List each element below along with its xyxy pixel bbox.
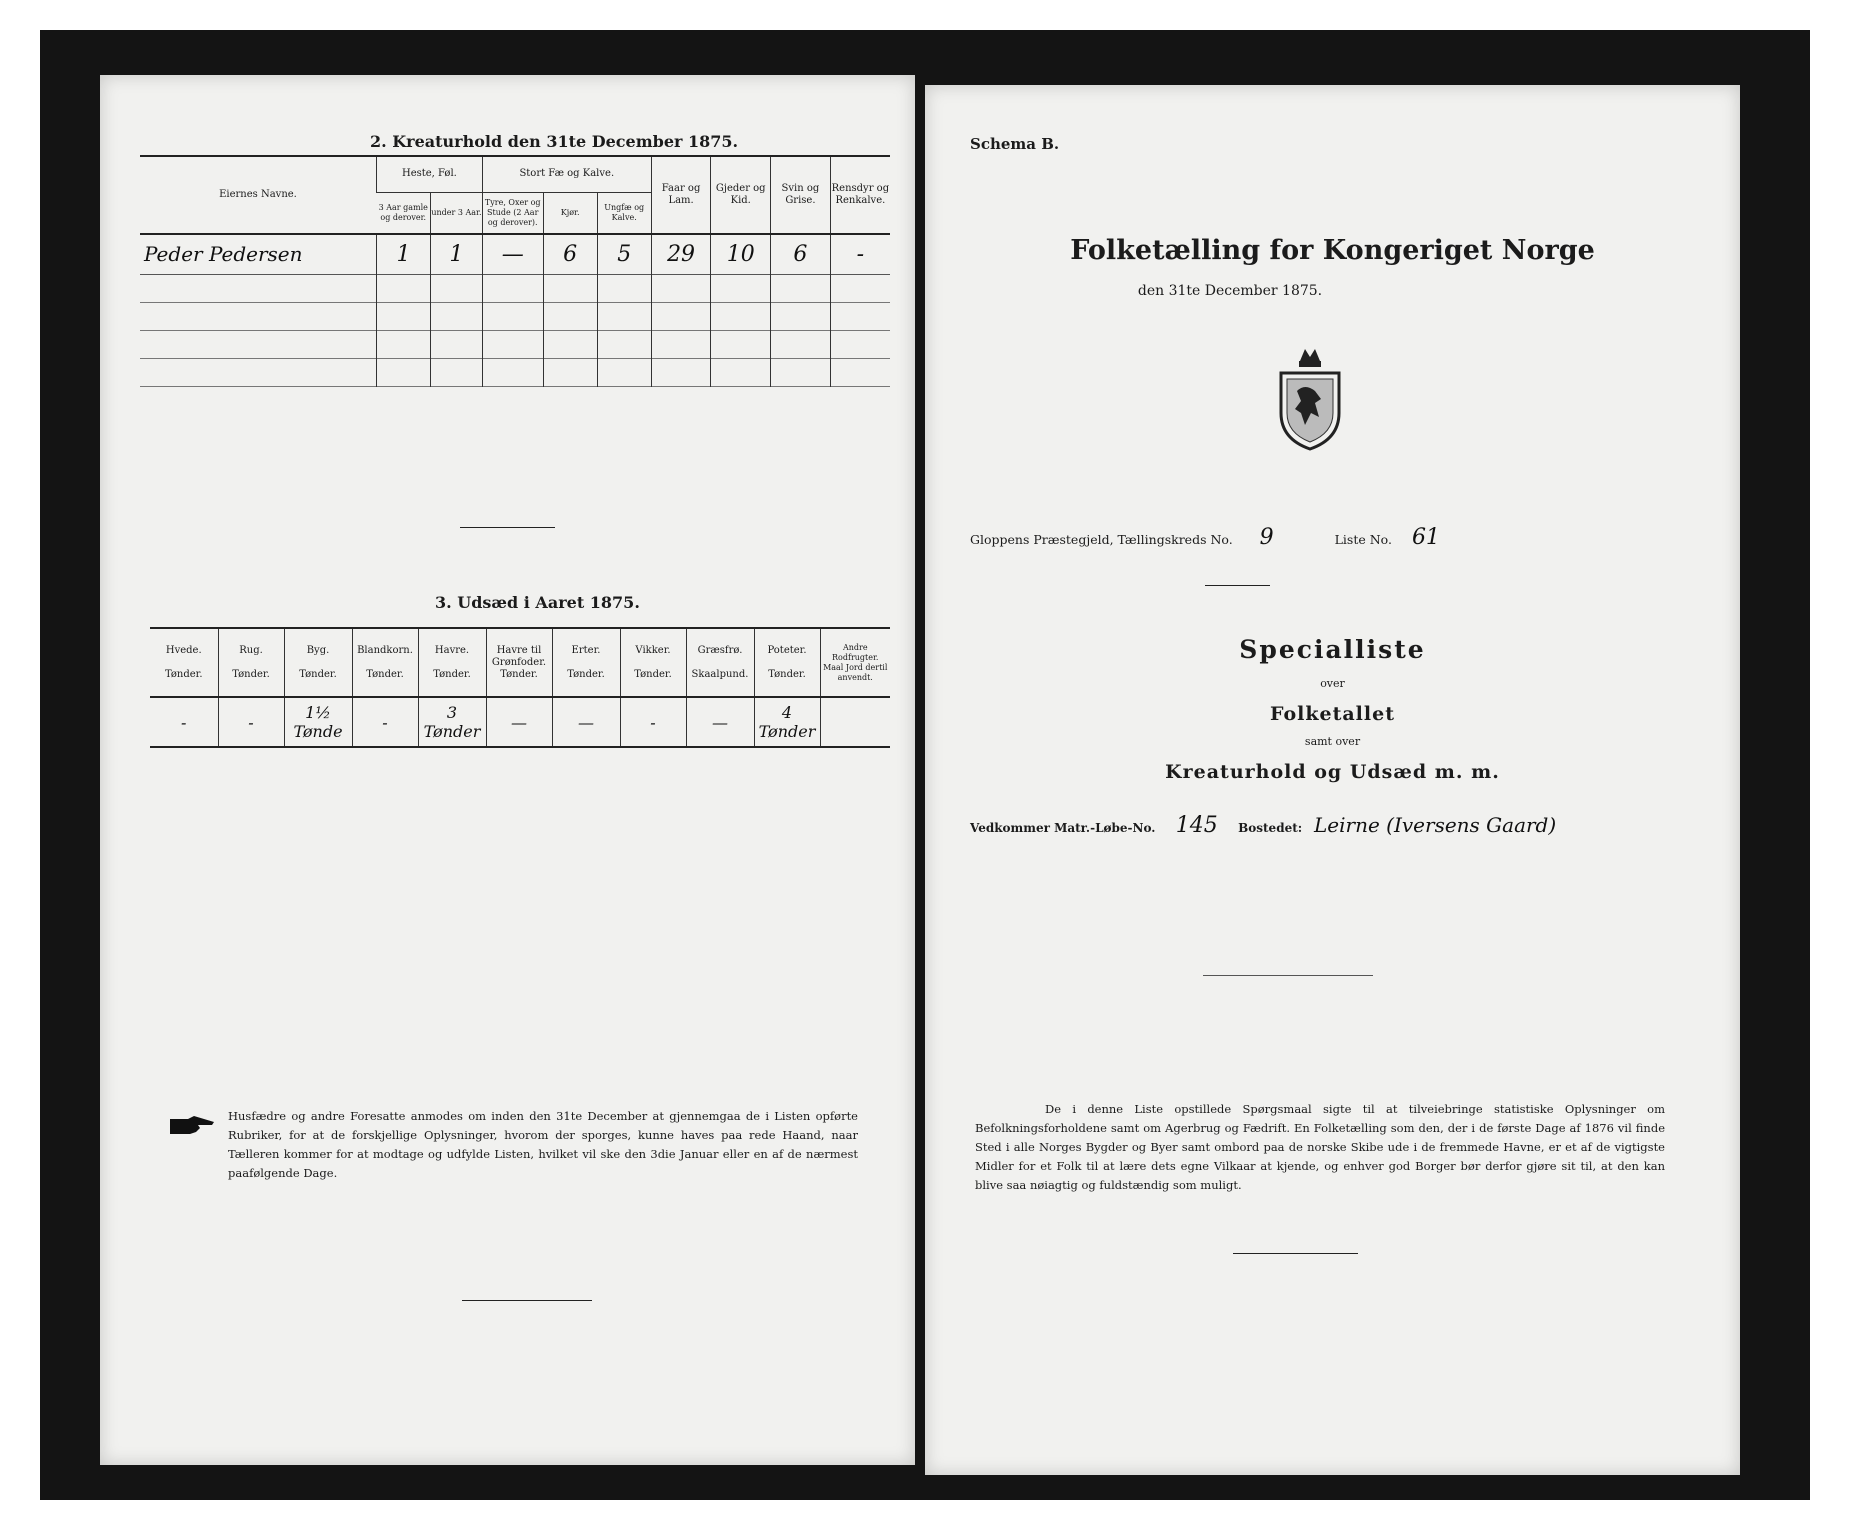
- coat-of-arms-icon: [1275, 343, 1345, 453]
- specialliste-heading: Specialliste: [1239, 635, 1426, 664]
- header-graesfro: Græsfrø. Skaalpund.: [686, 629, 754, 697]
- bottom-rule: [462, 1300, 592, 1301]
- census-explanation: De i denne Liste opstillede Spørgsmaal sigte til at tilveiebringe statistiske Oplysninger om Befolkningsforholdene samt om Agerbrug og Fædrift. En Folketælling som den, der i de første Dage af 1876 vil finde Sted i alle Norges Bygder og Byer samt ombord paa de norske Skibe ude i de fremmede Havne, er et af de vigtigste Midler for et Folk til at lære dets egne Vilkaar at kjende, og enhver god Borger bør derfor gjøre sit til, at den kan blive saa nøiagtig og fuldstændig som muligt.: [975, 1102, 1665, 1192]
- matr-label: Vedkommer Matr.-Løbe-No.: [970, 821, 1156, 835]
- bosted-value: Leirne (Iversens Gaard): [1314, 813, 1557, 837]
- krets-number: 9: [1259, 525, 1274, 550]
- header-byg: Byg. Tønder.: [284, 629, 352, 697]
- header-vikker: Vikker. Tønder.: [620, 629, 686, 697]
- census-date: den 31te December 1875.: [1137, 283, 1323, 299]
- parish-line: [970, 525, 1456, 550]
- folketallet-heading: Folketallet: [1270, 703, 1395, 725]
- header-havre-gronfoder: Havre til Grønfoder. Tønder.: [486, 629, 552, 697]
- cell-svin: 6: [771, 234, 831, 274]
- census-title: Folketælling for Kongeriget Norge: [1070, 235, 1595, 266]
- header-heste: Heste, Føl.: [376, 157, 482, 192]
- header-faar: Faar og Lam.: [651, 157, 711, 234]
- table-row: [140, 302, 890, 330]
- header-poteter: Poteter. Tønder.: [754, 629, 820, 697]
- cell-rensdyr: -: [830, 234, 890, 274]
- sowing-table: [150, 629, 890, 748]
- header-havre: Havre. Tønder.: [418, 629, 486, 697]
- matrikkel-line: [970, 813, 1556, 838]
- table-row: [140, 330, 890, 358]
- parish-label: Gloppens Præstegjeld, Tællingskreds No.: [970, 532, 1233, 547]
- table-row: [140, 358, 890, 386]
- cell-hvede: -: [181, 712, 187, 732]
- bosted-label: Bostedet:: [1238, 821, 1303, 835]
- livestock-table: [140, 157, 890, 387]
- header-tyre: Tyre, Oxer og Stude (2 Aar og derover).: [482, 192, 543, 234]
- schema-label: Schema B.: [970, 135, 1060, 153]
- cell-gjeder: 10: [711, 234, 771, 274]
- cell-havre: 3 Tønder: [418, 697, 486, 747]
- section2-title: 2. Kreaturhold den 31te December 1875.: [370, 132, 739, 151]
- table-row: [140, 274, 890, 302]
- header-ungfae: Ungfæ og Kalve.: [597, 192, 651, 234]
- cell-graesfro: —: [686, 697, 754, 747]
- cell-vikker: -: [620, 697, 686, 747]
- table-row: [140, 234, 890, 274]
- samt-over-text: samt over: [1304, 735, 1361, 748]
- cell-faar: 29: [651, 234, 711, 274]
- cell-erter: —: [552, 697, 620, 747]
- header-andre-rodfrugter: Andre Rodfrugter. Maal Jord dertil anvendt.: [820, 629, 890, 697]
- kreaturhold-heading: Kreaturhold og Udsæd m. m.: [1165, 761, 1500, 783]
- cell-tyre: —: [482, 234, 543, 274]
- cell-rug: -: [218, 697, 284, 747]
- liste-number: 61: [1411, 525, 1440, 550]
- header-erter: Erter. Tønder.: [552, 629, 620, 697]
- table-row: [150, 697, 890, 747]
- cell-owner: Peder Pedersen: [144, 242, 303, 267]
- header-gjeder: Gjeder og Kid.: [711, 157, 771, 234]
- header-svin: Svin og Grise.: [771, 157, 831, 234]
- cell-heste-old: 1: [376, 234, 430, 274]
- over-text-1: over: [1320, 677, 1345, 690]
- header-heste-young: under 3 Aar.: [431, 192, 483, 234]
- instructions-note: Husfædre og andre Foresatte anmodes om inden den 31te December at gjennemgaa de i Listen opførte Rubriker, for at de forskjellige Oplysninger, hvorom der sporges, kunne haves paa rede Haand, naar Tælleren kommer for at modtage og udfylde Listen, hvilket vil ske den 3die Januar eller en af de nærmest paafølgende Dage.: [228, 1109, 858, 1180]
- right-page: [925, 85, 1740, 1475]
- header-owner: Eiernes Navne.: [219, 189, 297, 200]
- cell-andre-rodfrugter: [820, 697, 890, 747]
- header-stort-fae: Stort Fæ og Kalve.: [482, 157, 651, 192]
- header-heste-old: 3 Aar gamle og derover.: [378, 202, 428, 222]
- cell-blandkorn: -: [352, 697, 418, 747]
- header-rensdyr: Rensdyr og Renkalve.: [830, 157, 890, 234]
- left-page: [100, 75, 915, 1465]
- cell-ungfae: 5: [597, 234, 651, 274]
- header-rug: Rug. Tønder.: [218, 629, 284, 697]
- bottom-rule: [1233, 1253, 1358, 1254]
- separator-rule: [460, 527, 555, 528]
- cell-havre-gronfoder: —: [486, 697, 552, 747]
- cell-poteter: 4 Tønder: [754, 697, 820, 747]
- cell-byg: 1½ Tønde: [284, 697, 352, 747]
- separator-rule: [1205, 585, 1270, 586]
- section3-title: 3. Udsæd i Aaret 1875.: [435, 593, 640, 612]
- header-kjor: Kjør.: [543, 192, 597, 234]
- header-hvede: Hvede. Tønder.: [164, 644, 203, 680]
- header-blandkorn: Blandkorn. Tønder.: [352, 629, 418, 697]
- pointing-hand-icon: [168, 1113, 218, 1139]
- liste-label: Liste No.: [1334, 532, 1392, 547]
- cell-kjor: 6: [543, 234, 597, 274]
- separator-rule: [1203, 975, 1373, 976]
- matr-number: 145: [1175, 813, 1218, 838]
- cell-heste-young: 1: [431, 234, 483, 274]
